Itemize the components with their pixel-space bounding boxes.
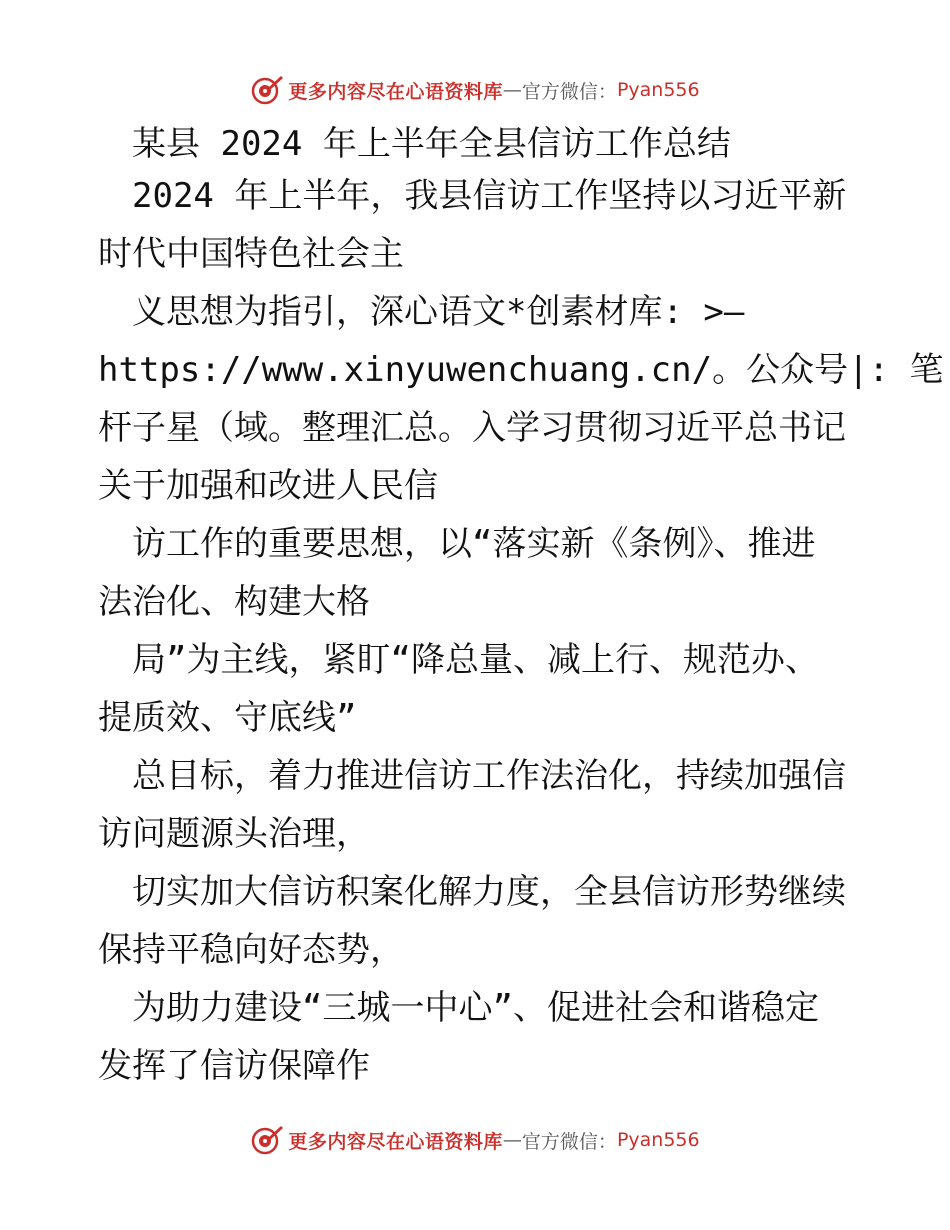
footer-wechat-id: Pyan556 [616,1129,700,1151]
document-body [98,122,944,1088]
paragraph-line: 发挥了信访保障作 [98,1046,370,1086]
header-dash: — [502,79,522,101]
paragraph-line: 关于加强和改进人民信 [98,466,438,506]
paragraph-line: 时代中国特色社会主 [98,234,404,274]
paragraph-line: 访问题源头治理， [98,814,370,854]
pen-logo-icon [250,73,284,107]
paragraph-line: 杆子星（域。整理汇总。入学习贯彻习近平总书记 [98,408,846,448]
paragraph-line: 保持平稳向好态势， [98,930,404,970]
header-banner [0,70,950,110]
paragraph-line: 提质效、守底线” [98,698,357,738]
paragraph-line: 义思想为指引，深心语文*创素材库: >— [98,292,745,332]
document-title: 某县 2024 年上半年全县信访工作总结 [98,124,731,164]
pen-logo-icon [250,1123,284,1157]
header-official-label: 官方微信： [521,80,617,103]
paragraph-line: 切实加大信访积案化解力度，全县信访形势继续 [98,872,846,912]
paragraph-line: 2024 年上半年，我县信访工作坚持以习近平新 [98,176,847,216]
paragraph-line: https://www.xinyuwenchuang.cn/。公众号|: 笔 [98,350,944,390]
header-promo-text: 更多内容尽在心语资料库 [288,80,503,103]
paragraph-line: 法治化、构建大格 [98,582,370,622]
footer-promo-text: 更多内容尽在心语资料库 [288,1130,503,1153]
paragraph-line: 总目标，着力推进信访工作法治化，持续加强信 [98,756,846,796]
footer-dash: — [502,1129,522,1151]
footer-official-label: 官方微信： [521,1130,617,1153]
footer-banner [0,1120,950,1160]
paragraph-line: 为助力建设“三城一中心”、促进社会和谐稳定 [98,988,819,1028]
header-wechat-id: Pyan556 [616,79,700,101]
paragraph-line: 访工作的重要思想，以“落实新《条例》、推进 [98,524,816,564]
paragraph-line: 局”为主线，紧盯“降总量、减上行、规范办、 [98,640,819,680]
